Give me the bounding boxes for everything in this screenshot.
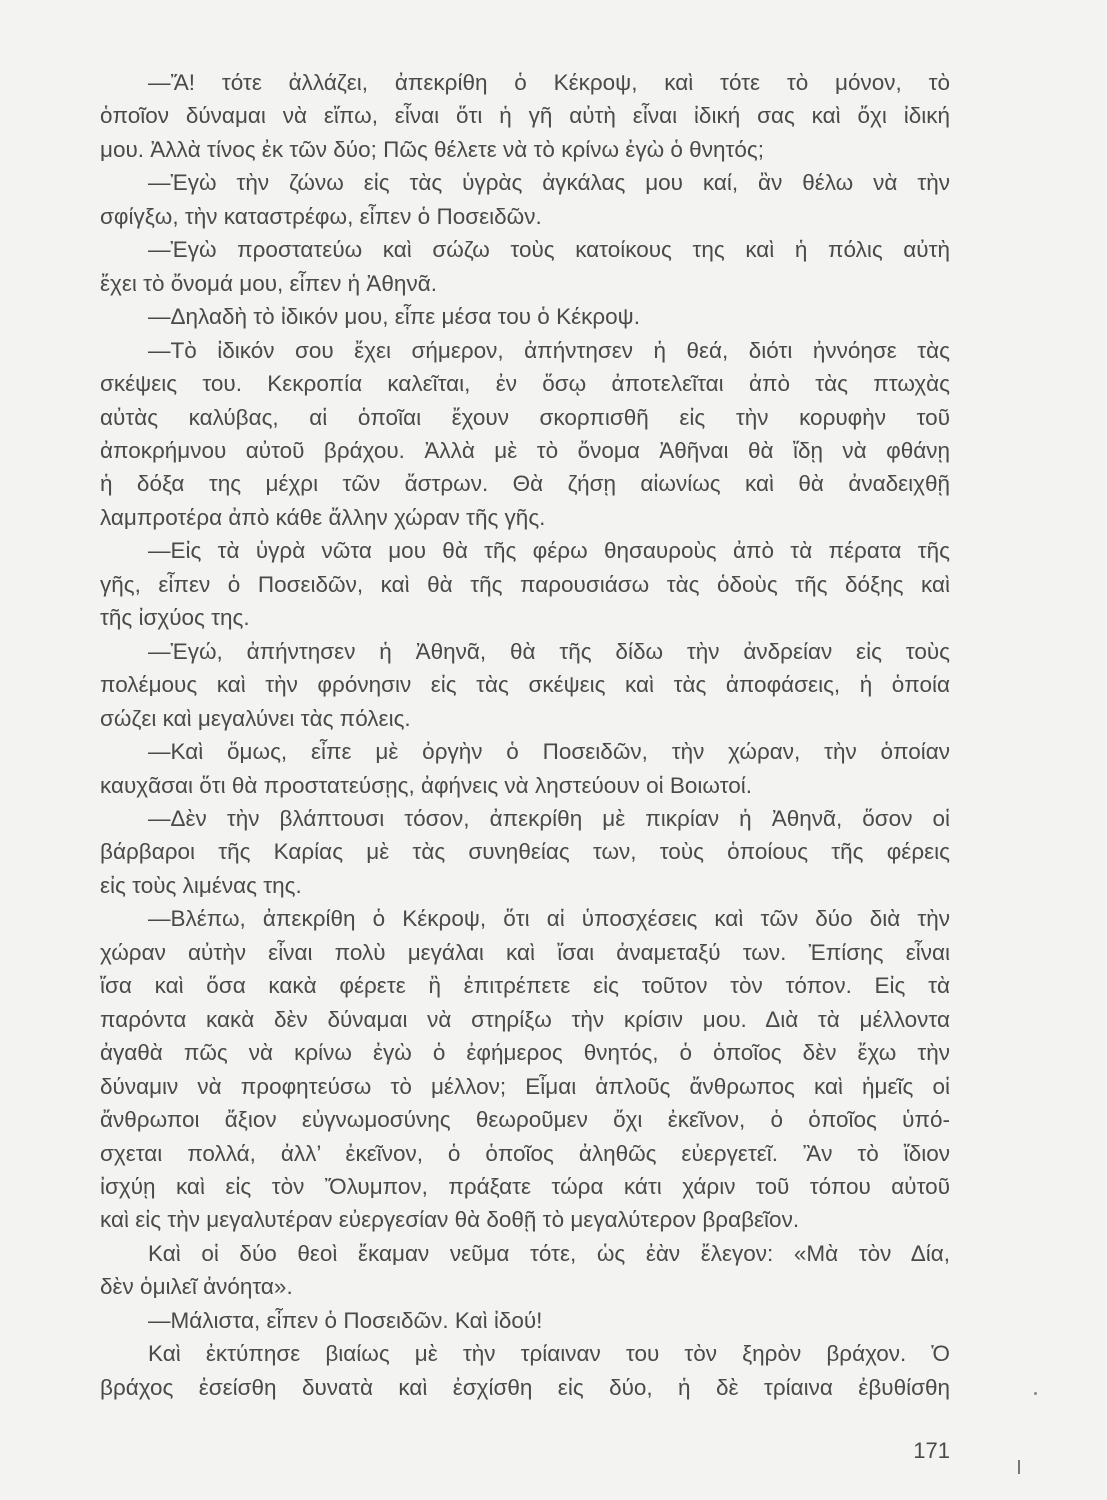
text-line: ὁποῖον δύναμαι νὰ εἴπω, εἶναι ὅτι ἡ γῆ αὐτὴ εἶναι ἰδική σας καὶ ὄχι ἰδική bbox=[100, 103, 950, 129]
text-line: τῆς ἰσχύος της. bbox=[100, 605, 250, 631]
text-line: —Ἐγὼ τὴν ζώνω εἰς τὰς ὑγρὰς ἀγκάλας μου καί, ἂν θέλω νὰ τὴν bbox=[148, 170, 950, 196]
text-line: βάρβαροι τῆς Καρίας μὲ τὰς συνηθείας των, τοὺς ὁποίους τῆς φέρεις bbox=[100, 839, 950, 865]
text-line: —Δηλαδὴ τὸ ἰδικόν μου, εἶπε μέσα του ὁ Κέκροψ. bbox=[148, 304, 640, 330]
text-line: πολέμους καὶ τὴν φρόνησιν εἰς τὰς σκέψεις καὶ τὰς ἀποφάσεις, ἡ ὁποία bbox=[100, 672, 950, 698]
text-line: λαμπροτέρα ἀπὸ κάθε ἄλλην χώραν τῆς γῆς. bbox=[100, 504, 546, 530]
text-line: σώζει καὶ μεγαλύνει τὰς πόλεις. bbox=[100, 705, 411, 731]
text-line: —Μάλιστα, εἶπεν ὁ Ποσειδῶν. Καὶ ἰδού! bbox=[148, 1307, 543, 1333]
text-line: —Ἐγώ, ἀπήντησεν ἡ Ἀθηνᾶ, θὰ τῆς δίδω τὴν ἀνδρείαν εἰς τοὺς bbox=[148, 638, 950, 664]
text-line: Καὶ ἐκτύπησε βιαίως μὲ τὴν τρίαιναν του τὸν ξηρὸν βράχον. Ὁ bbox=[148, 1341, 950, 1367]
text-line: —Ἄ! τότε ἀλλάζει, ἀπεκρίθη ὁ Κέκροψ, καὶ τότε τὸ μόνον, τὸ bbox=[148, 70, 950, 95]
text-line: καυχᾶσαι ὅτι θὰ προστατεύσῃς, ἀφήνεις νὰ ληστεύουν οἱ Βοιωτοί. bbox=[100, 772, 752, 798]
text-line: —Βλέπω, ἀπεκρίθη ὁ Κέκροψ, ὅτι αἱ ὑποσχέσεις καὶ τῶν δύο διὰ τὴν bbox=[148, 906, 950, 932]
text-line: ἰσχύῃ καὶ εἰς τὸν Ὄλυμπον, πράξατε τώρα κάτι χάριν τοῦ τόπου αὐτοῦ bbox=[100, 1173, 950, 1199]
scan-speck bbox=[1034, 1392, 1037, 1395]
text-line: γῆς, εἶπεν ὁ Ποσειδῶν, καὶ θὰ τῆς παρουσιάσω τὰς ὁδοὺς τῆς δόξης καὶ bbox=[100, 571, 950, 597]
text-line: σκέψεις του. Κεκροπία καλεῖται, ἐν ὅσῳ ἀποτελεῖται ἀπὸ τὰς πτωχὰς bbox=[100, 371, 950, 397]
text-line: καὶ εἰς τὴν μεγαλυτέραν εὐεργεσίαν θὰ δοθῇ τὸ μεγαλύτερον βραβεῖον. bbox=[100, 1207, 800, 1233]
text-line: —Δὲν τὴν βλάπτουσι τόσον, ἀπεκρίθη μὲ πικρίαν ἡ Ἀθηνᾶ, ὅσον οἱ bbox=[148, 805, 950, 831]
text-line: δὲν ὁμιλεῖ ἀνόητα». bbox=[100, 1274, 293, 1300]
text-line: —Καὶ ὅμως, εἶπε μὲ ὀργὴν ὁ Ποσειδῶν, τὴν χώραν, τὴν ὁποίαν bbox=[148, 739, 950, 765]
text-line: —Εἰς τὰ ὑγρὰ νῶτα μου θὰ τῆς φέρω θησαυροὺς ἀπὸ τὰ πέρατα τῆς bbox=[148, 538, 950, 564]
page-number: 171 bbox=[913, 1438, 950, 1463]
text-line: —Τὸ ἰδικόν σου ἔχει σήμερον, ἀπήντησεν ἡ θεά, διότι ἠννόησε τὰς bbox=[148, 337, 950, 363]
text-line: εἰς τοὺς λιμένας της. bbox=[100, 872, 302, 898]
text-line: ἴσα καὶ ὅσα κακὰ φέρετε ἢ ἐπιτρέπετε εἰς τοῦτον τὸν τόπον. Εἰς τὰ bbox=[100, 973, 950, 999]
text-line: ἔχει τὸ ὄνομά μου, εἶπεν ἡ Ἀθηνᾶ. bbox=[100, 270, 437, 296]
scan-mark bbox=[1018, 1460, 1020, 1474]
text-line: βράχος ἐσείσθη δυνατὰ καὶ ἐσχίσθη εἰς δύο, ἡ δὲ τρίαινα ἐβυθίσθη bbox=[100, 1374, 950, 1400]
text-line: ἡ δόξα της μέχρι τῶν ἄστρων. Θὰ ζήσῃ αἰωνίως καὶ θὰ ἀναδειχθῇ bbox=[100, 471, 950, 497]
text-line: ἀγαθὰ πῶς νὰ κρίνω ἐγὼ ὁ ἐφήμερος θνητός, ὁ ὁποῖος δὲν ἔχω τὴν bbox=[100, 1040, 950, 1066]
text-line: σχεται πολλά, ἀλλ’ ἐκεῖνον, ὁ ὁποῖος ἀληθῶς εὐεργετεῖ. Ἂν τὸ ἴδιον bbox=[100, 1140, 950, 1166]
text-line: ἀποκρήμνου αὐτοῦ βράχου. Ἀλλὰ μὲ τὸ ὄνομα Ἀθῆναι θὰ ἴδῃ νὰ φθάνῃ bbox=[100, 437, 950, 463]
text-line: μου. Ἀλλὰ τίνος ἐκ τῶν δύο; Πῶς θέλετε νὰ τὸ κρίνω ἐγὼ ὁ θνητός; bbox=[100, 136, 764, 162]
text-line: αὐτὰς καλύβας, αἱ ὁποῖαι ἔχουν σκορπισθῆ εἰς τὴν κορυφὴν τοῦ bbox=[100, 404, 950, 430]
book-page-text bbox=[100, 66, 950, 1404]
text-line: Καὶ οἱ δύο θεοὶ ἔκαμαν νεῦμα τότε, ὡς ἐὰν ἔλεγον: «Μὰ τὸν Δία, bbox=[148, 1240, 950, 1266]
text-line: παρόντα κακὰ δὲν δύναμαι νὰ στηρίξω τὴν κρίσιν μου. Διὰ τὰ μέλλοντα bbox=[100, 1006, 950, 1032]
text-line: ἄνθρωποι ἄξιον εὐγνωμοσύνης θεωροῦμεν ὄχι ἐκεῖνον, ὁ ὁποῖος ὑπό- bbox=[100, 1107, 950, 1133]
text-line: χώραν αὐτὴν εἶναι πολὺ μεγάλαι καὶ ἴσαι ἀναμεταξύ των. Ἐπίσης εἶναι bbox=[100, 939, 950, 965]
text-line: —Ἐγὼ προστατεύω καὶ σώζω τοὺς κατοίκους της καὶ ἡ πόλις αὐτὴ bbox=[148, 237, 950, 263]
text-line: δύναμιν νὰ προφητεύσω τὸ μέλλον; Εἶμαι ἁπλοῦς ἄνθρωπος καὶ ἡμεῖς οἱ bbox=[100, 1073, 950, 1099]
text-line: σφίγξω, τὴν καταστρέφω, εἶπεν ὁ Ποσειδῶν. bbox=[100, 203, 542, 229]
